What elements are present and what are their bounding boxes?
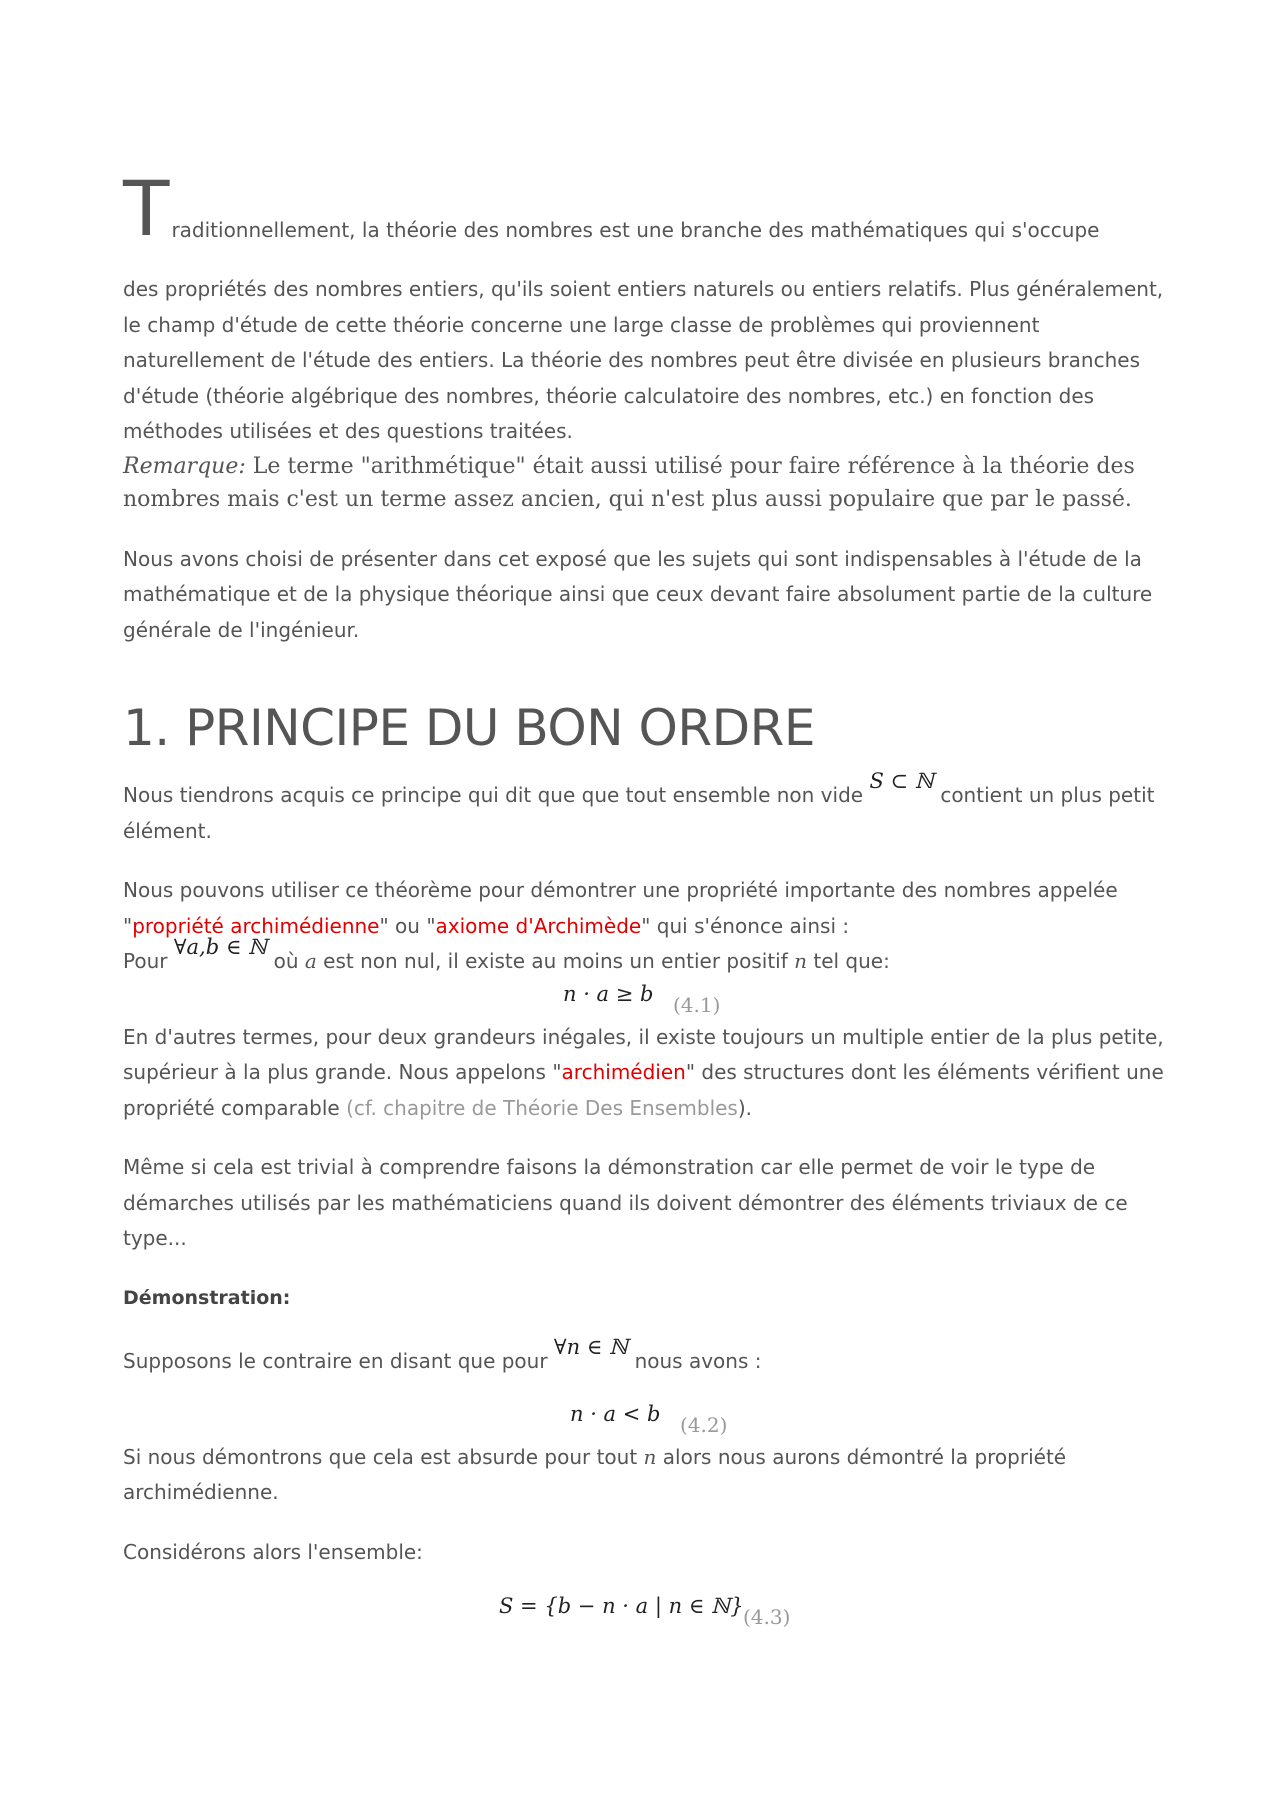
document-page	[123, 164, 1170, 1632]
trivial-paragraph: Même si cela est trivial à comprendre faisons la démonstration car elle permet de voir le type de démarches utilisés par les mathématiciens quand ils doivent démontrer des éléments triviaux de ce type...	[123, 1155, 1128, 1250]
remark-paragraph	[123, 450, 1170, 516]
pour-end: tel que:	[807, 949, 890, 973]
ref-close: ).	[737, 1095, 753, 1120]
equation-number: (4.2)	[680, 1412, 728, 1437]
section-title: 1. PRINCIPE DU BON ORDRE	[123, 699, 815, 757]
archimedes-paragraph	[123, 873, 1170, 944]
archimedes-intro: Nous pouvons utiliser ce théorème pour démontrer une propriété importante des nombres appelée	[123, 878, 1118, 902]
equation-4-1	[123, 980, 1170, 1020]
absurd-before: Si nous démontrons que cela est absurde pour tout	[123, 1444, 644, 1469]
drop-cap: T	[123, 164, 170, 253]
link-propriete-archimedienne[interactable]: propriété archimédienne	[132, 913, 380, 938]
scope-paragraph: Nous avons choisi de présenter dans cet exposé que les sujets qui sont indispensables à l'étude de la mathématique et de la physique théorique ainsi que ceux devant faire absolument partie de la culture générale de l'ingénieur.	[123, 546, 1153, 642]
terms-paragraph	[123, 1020, 1170, 1127]
suppose-paragraph	[123, 1335, 1170, 1380]
demonstration-heading: Démonstration:	[123, 1286, 291, 1309]
equation-4-2	[123, 1400, 1170, 1440]
quote: "	[641, 913, 651, 938]
ref-paren: (	[346, 1095, 354, 1120]
equation-formula: n · a ≥ b	[563, 981, 654, 1006]
consider-paragraph: Considérons alors l'ensemble:	[123, 1539, 423, 1564]
equation-number: (4.1)	[673, 992, 721, 1017]
quote: "	[123, 913, 133, 938]
quote: "	[685, 1060, 696, 1084]
variable-n: n	[643, 1444, 657, 1469]
remark-text: Le terme "arithmétique" était aussi utilisé pour faire référence à la théorie des nombres mais c'est un terme assez ancien, qui n'est plus aussi populaire que par le passé.	[123, 453, 1135, 512]
quote: "	[552, 1060, 562, 1084]
archimedes-end: qui s'énonce ainsi :	[650, 913, 850, 938]
intro-paragraph	[123, 164, 1170, 253]
link-archimedien[interactable]: archimédien	[561, 1060, 686, 1084]
intro-body: des propriétés des nombres entiers, qu'ils soient entiers naturels ou entiers relatifs. Plus généralement, le champ d'étude de cette théorie concerne une large classe de problèmes qui proviennent naturellement de l'étude des entiers. La théorie des nombres peut être divisée en plusieurs branches d'étude (théorie algébrique des nombres, théorie calculatoire des nombres, etc.) en fonction des méthodes utilisées et des questions traitées.	[123, 277, 1164, 443]
principle-paragraph	[123, 769, 1170, 849]
equation-4-3	[123, 1592, 1170, 1632]
terms-after: des structures dont les éléments vérifient une propriété comparable	[123, 1060, 1164, 1120]
forall-ab-formula: ∀a,b ∈ ℕ	[173, 935, 268, 959]
equation-formula: S = {b − n · a | n ∈ ℕ}	[499, 1594, 744, 1618]
equation-number: (4.3)	[743, 1605, 791, 1629]
principle-text-after: contient un plus petit élément.	[123, 783, 1155, 843]
quote: "	[379, 913, 389, 938]
terms-before: En d'autres termes, pour deux grandeurs inégales, il existe toujours un multiple entier de la plus petite, supérieur à la plus grande. Nous appelons	[123, 1024, 1164, 1084]
suppose-before: Supposons le contraire en disant que pour	[123, 1349, 554, 1373]
pour-line	[123, 935, 1170, 980]
principle-text-before: Nous tiendrons acquis ce principe qui dit que que tout ensemble non vide	[123, 783, 870, 807]
archimedes-or: ou	[388, 913, 427, 938]
link-axiome-archimede[interactable]: axiome d'Archimède	[435, 913, 642, 938]
pour-word: Pour	[123, 949, 174, 973]
absurd-after: alors nous aurons démontré la propriété archimédienne.	[123, 1444, 1067, 1504]
intro-first-line: raditionnellement, la théorie des nombres est une branche des mathématiques qui s'occupe	[171, 218, 1100, 242]
equation-formula: n · a < b	[570, 1401, 661, 1426]
remark-label: Remarque:	[123, 453, 246, 479]
subset-formula: S ⊂ ℕ	[869, 769, 934, 793]
pour-mid: où	[267, 949, 305, 973]
variable-a: a	[304, 949, 317, 973]
absurd-paragraph	[123, 1440, 1170, 1511]
link-theorie-des-ensembles[interactable]: cf. chapitre de Théorie Des Ensembles	[353, 1095, 738, 1120]
suppose-after: nous avons :	[628, 1349, 762, 1373]
forall-n-formula: ∀n ∈ ℕ	[553, 1335, 629, 1359]
quote: "	[426, 913, 436, 938]
pour-mid2: est non nul, il existe au moins un entier positif	[316, 949, 795, 973]
variable-n: n	[794, 949, 808, 973]
